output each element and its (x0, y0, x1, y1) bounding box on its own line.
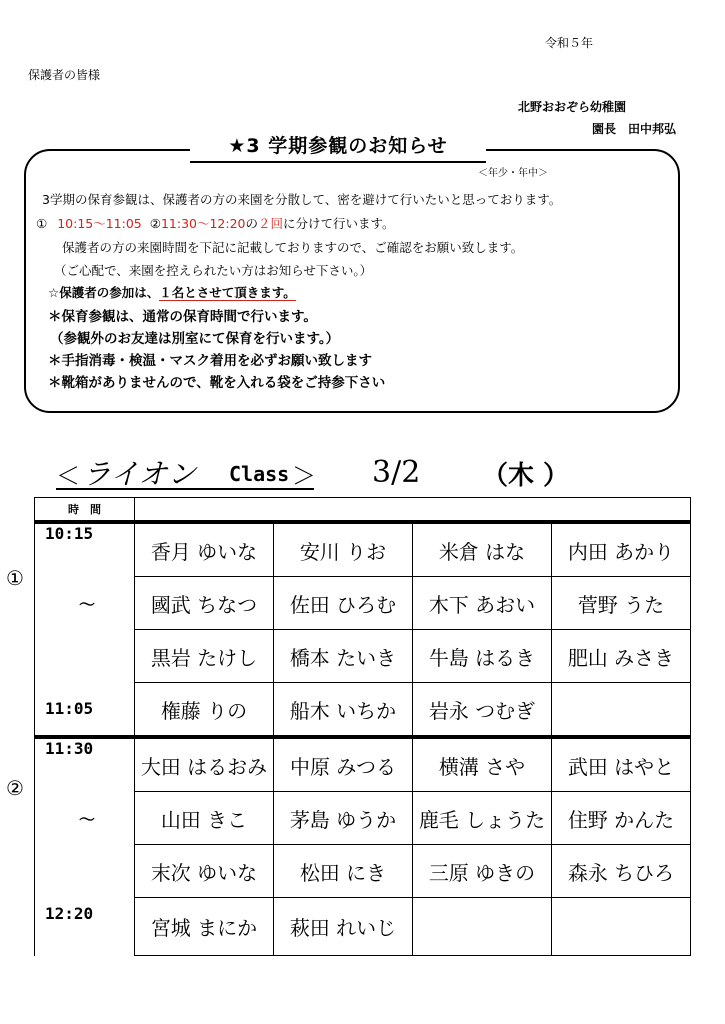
notice-line-9: ＊靴箱がありませんので、靴を入れる袋をご持参下さい (48, 375, 386, 391)
notice-line-5 (48, 283, 296, 301)
time-spacer (35, 845, 135, 898)
name-cell: 内田 あかり (552, 522, 691, 577)
name-cell: 大田 はるおみ (135, 737, 274, 792)
notice-line-8: ＊手指消毒・検温・マスク着用を必ずお願い致します (48, 353, 372, 369)
table-row (35, 792, 691, 845)
group-1-end-time: 11:05 (35, 683, 135, 738)
notice-line-1: 3学期の保育参観は、保護者の方の来園を分散して、密を避けて行いたいと思っております。 (42, 192, 562, 207)
table-row (35, 522, 691, 577)
table-header-row (35, 498, 691, 523)
slot-marker-1: ① (36, 216, 48, 231)
table-row (35, 630, 691, 683)
school-name: 北野おおぞら幼稚園 (518, 100, 627, 114)
class-heading (56, 452, 314, 490)
slot-time-1: 10:15～11:05 (57, 216, 142, 231)
name-cell: 肥山 みさき (552, 630, 691, 683)
name-cell: 森永 ちひろ (552, 845, 691, 898)
name-cell: 三原 ゆきの (413, 845, 552, 898)
name-cell: 権藤 りの (135, 683, 274, 738)
name-cell: 岩永 つむぎ (413, 683, 552, 738)
time-spacer (35, 630, 135, 683)
class-name: ライオン (82, 457, 197, 491)
grade-note: ＜年少・年中＞ (478, 168, 548, 179)
table-row (35, 577, 691, 630)
time-header: 時 間 (35, 498, 135, 523)
name-cell (552, 898, 691, 956)
name-cell: 黒岩 たけし (135, 630, 274, 683)
table-row (35, 898, 691, 956)
notice-line-2 (36, 214, 395, 232)
name-cell: 橋本 たいき (274, 630, 413, 683)
notice-title: ★3 学期参観のお知らせ (190, 131, 486, 163)
name-cell: 中原 みつる (274, 737, 413, 792)
name-cell: 萩田 れいじ (274, 898, 413, 956)
name-cell (552, 683, 691, 738)
session-count: ２回 (258, 216, 284, 231)
notice-line-3: 保護者の方の来園時間を下記に記載しておりますので、ご確認をお願い致します。 (62, 240, 524, 255)
table-row (35, 845, 691, 898)
name-cell: 鹿毛 しょうた (413, 792, 552, 845)
notice-line-2-connector: の (245, 216, 259, 231)
names-header (135, 498, 691, 523)
group-1-tilde: 〜 (35, 577, 135, 630)
table-row (35, 737, 691, 792)
attendance-rule: １名とさせて頂きます。 (159, 285, 296, 300)
name-cell: 木下 あおい (413, 577, 552, 630)
name-cell (413, 898, 552, 956)
notice-line-4: （ご心配で、来園を控えられたい方はお知らせ下さい。） (54, 263, 373, 278)
table-row (35, 683, 691, 738)
class-heading-close: ＞ (292, 462, 316, 490)
name-cell: 米倉 はな (413, 522, 552, 577)
name-cell: 茅島 ゆうか (274, 792, 413, 845)
class-word: Class (229, 462, 290, 486)
roster-table (34, 497, 691, 956)
name-cell: 佐田 ひろむ (274, 577, 413, 630)
notice-line-2-suffix: に分けて行います。 (283, 216, 395, 231)
notice-line-7: （参観外のお友達は別室にて保育を行います。） (50, 331, 340, 347)
name-cell: 末次 ゆいな (135, 845, 274, 898)
group-2-marker: ② (6, 776, 24, 800)
name-cell: 牛島 はるき (413, 630, 552, 683)
group-2-start-time: 11:30 (35, 737, 135, 792)
visit-date: 3/2 (372, 455, 421, 490)
slot-time-2: 11:30～12:20 (160, 216, 246, 231)
name-cell: 横溝 さや (413, 737, 552, 792)
name-cell: 香月 ゆいな (135, 522, 274, 577)
class-heading-open: ＜ (56, 462, 80, 490)
group-1-marker: ① (6, 566, 24, 590)
salutation: 保護者の皆様 (28, 68, 101, 82)
name-cell: 國武 ちなつ (135, 577, 274, 630)
group-1-start-time: 10:15 (35, 522, 135, 577)
slot-marker-2: ② (149, 216, 161, 231)
group-2-end-time: 12:20 (35, 898, 135, 956)
name-cell: 菅野 うた (552, 577, 691, 630)
attendance-rule-prefix: ☆保護者の参加は、 (48, 285, 160, 300)
name-cell: 武田 はやと (552, 737, 691, 792)
name-cell: 安川 りお (274, 522, 413, 577)
name-cell: 松田 にき (274, 845, 413, 898)
group-2-tilde: 〜 (35, 792, 135, 845)
name-cell: 船木 いちか (274, 683, 413, 738)
name-cell: 宮城 まにか (135, 898, 274, 956)
principal-name: 園長 田中邦弘 (592, 122, 677, 136)
name-cell: 山田 きこ (135, 792, 274, 845)
visit-weekday: （木 ） (482, 461, 570, 491)
notice-line-6: ＊保育参観は、通常の保育時間で行います。 (48, 309, 317, 325)
era-date: 令和５年 (545, 36, 594, 50)
name-cell: 住野 かんた (552, 792, 691, 845)
